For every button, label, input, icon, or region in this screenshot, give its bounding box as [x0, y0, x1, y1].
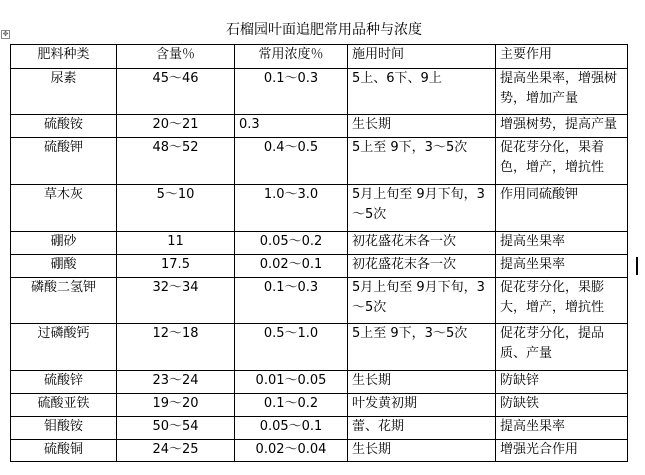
cell-content: 24～25	[117, 440, 235, 462]
header-main-effect: 主要作用	[496, 45, 628, 69]
cell-content: 50～54	[117, 417, 235, 440]
document-title: 石榴园叶面追肥常用品种与浓度	[226, 22, 422, 38]
cell-concentration: 0.1～0.2	[235, 394, 348, 417]
table-row	[11, 232, 628, 255]
cell-time: 生长期	[348, 440, 496, 462]
cell-content: 11	[117, 232, 235, 255]
cell-concentration: 0.5～1.0	[235, 324, 348, 371]
cell-concentration: 0.4～0.5	[235, 138, 348, 185]
table-row	[11, 255, 628, 278]
cell-use: 增强树势，提高产量	[496, 115, 628, 138]
cell-name: 硫酸铜	[11, 440, 117, 462]
cell-time: 初花盛花末各一次	[348, 232, 496, 255]
cell-content: 17.5	[117, 255, 235, 278]
cell-concentration: 0.05～0.2	[235, 232, 348, 255]
cell-name: 硫酸钾	[11, 138, 117, 185]
table-row	[11, 324, 628, 371]
cell-concentration: 0.02～0.1	[235, 255, 348, 278]
cell-concentration: 0.3	[235, 115, 348, 138]
cell-time: 5月上旬至 9月下旬，3～5次	[348, 185, 496, 232]
cell-name: 过磷酸钙	[11, 324, 117, 371]
cell-name: 硫酸亚铁	[11, 394, 117, 417]
cell-time: 5上至 9下，3～5次	[348, 324, 496, 371]
table-row	[11, 440, 628, 462]
cell-time: 叶发黄初期	[348, 394, 496, 417]
cell-use: 促花芽分化，果着色，增产，增抗性	[496, 138, 628, 185]
cell-use: 增强光合作用	[496, 440, 628, 462]
cell-time: 蕾、花期	[348, 417, 496, 440]
cell-name: 草木灰	[11, 185, 117, 232]
cell-use: 促花芽分化，果膨大，增产，增抗性	[496, 278, 628, 324]
cell-use: 防缺铁	[496, 394, 628, 417]
table-row	[11, 394, 628, 417]
cell-time: 5上、6下、9上	[348, 69, 496, 115]
cell-concentration: 0.1～0.3	[235, 278, 348, 324]
table-move-handle-icon[interactable]: ✥	[2, 30, 9, 38]
cell-time: 5上至 9下，3～5次	[348, 138, 496, 185]
cell-name: 尿素	[11, 69, 117, 115]
table-header-row	[11, 45, 628, 69]
table-row	[11, 69, 628, 115]
cell-name: 硫酸锌	[11, 371, 117, 394]
cell-use: 提高坐果率	[496, 417, 628, 440]
cell-content: 48～52	[117, 138, 235, 185]
cell-content: 23～24	[117, 371, 235, 394]
cell-use: 提高坐果率	[496, 255, 628, 278]
cell-concentration: 0.02～0.04	[235, 440, 348, 462]
cell-content: 5～10	[117, 185, 235, 232]
cell-use: 防缺锌	[496, 371, 628, 394]
cell-content: 20～21	[117, 115, 235, 138]
text-cursor-marker	[636, 257, 638, 275]
cell-use: 作用同硫酸钾	[496, 185, 628, 232]
cell-concentration: 0.1～0.3	[235, 69, 348, 115]
header-content: 含量％	[117, 45, 235, 69]
cell-use: 提高坐果率	[496, 232, 628, 255]
table-row	[11, 417, 628, 440]
table-row	[11, 371, 628, 394]
cell-name: 硼砂	[11, 232, 117, 255]
cell-time: 生长期	[348, 115, 496, 138]
cell-name: 钼酸铵	[11, 417, 117, 440]
cell-name: 硼酸	[11, 255, 117, 278]
table-row	[11, 138, 628, 185]
table-row	[11, 278, 628, 324]
cell-time: 初花盛花末各一次	[348, 255, 496, 278]
cell-time: 生长期	[348, 371, 496, 394]
cell-content: 12～18	[117, 324, 235, 371]
fertilizer-table	[10, 44, 628, 462]
cell-name: 硫酸铵	[11, 115, 117, 138]
cell-use: 促花芽分化，提品质、产量	[496, 324, 628, 371]
header-fertilizer-type: 肥料种类	[11, 45, 117, 69]
cell-concentration: 0.05～0.1	[235, 417, 348, 440]
cell-time: 5月上旬至 9月下旬，3～5次	[348, 278, 496, 324]
cell-name: 磷酸二氢钾	[11, 278, 117, 324]
cell-content: 19～20	[117, 394, 235, 417]
header-concentration: 常用浓度％	[235, 45, 348, 69]
cell-content: 32～34	[117, 278, 235, 324]
cell-use: 提高坐果率，增强树势，增加产量	[496, 69, 628, 115]
cell-concentration: 0.01～0.05	[235, 371, 348, 394]
table-row	[11, 185, 628, 232]
cell-content: 45～46	[117, 69, 235, 115]
header-application-time: 施用时间	[348, 45, 496, 69]
table-row	[11, 115, 628, 138]
cell-concentration: 1.0～3.0	[235, 185, 348, 232]
